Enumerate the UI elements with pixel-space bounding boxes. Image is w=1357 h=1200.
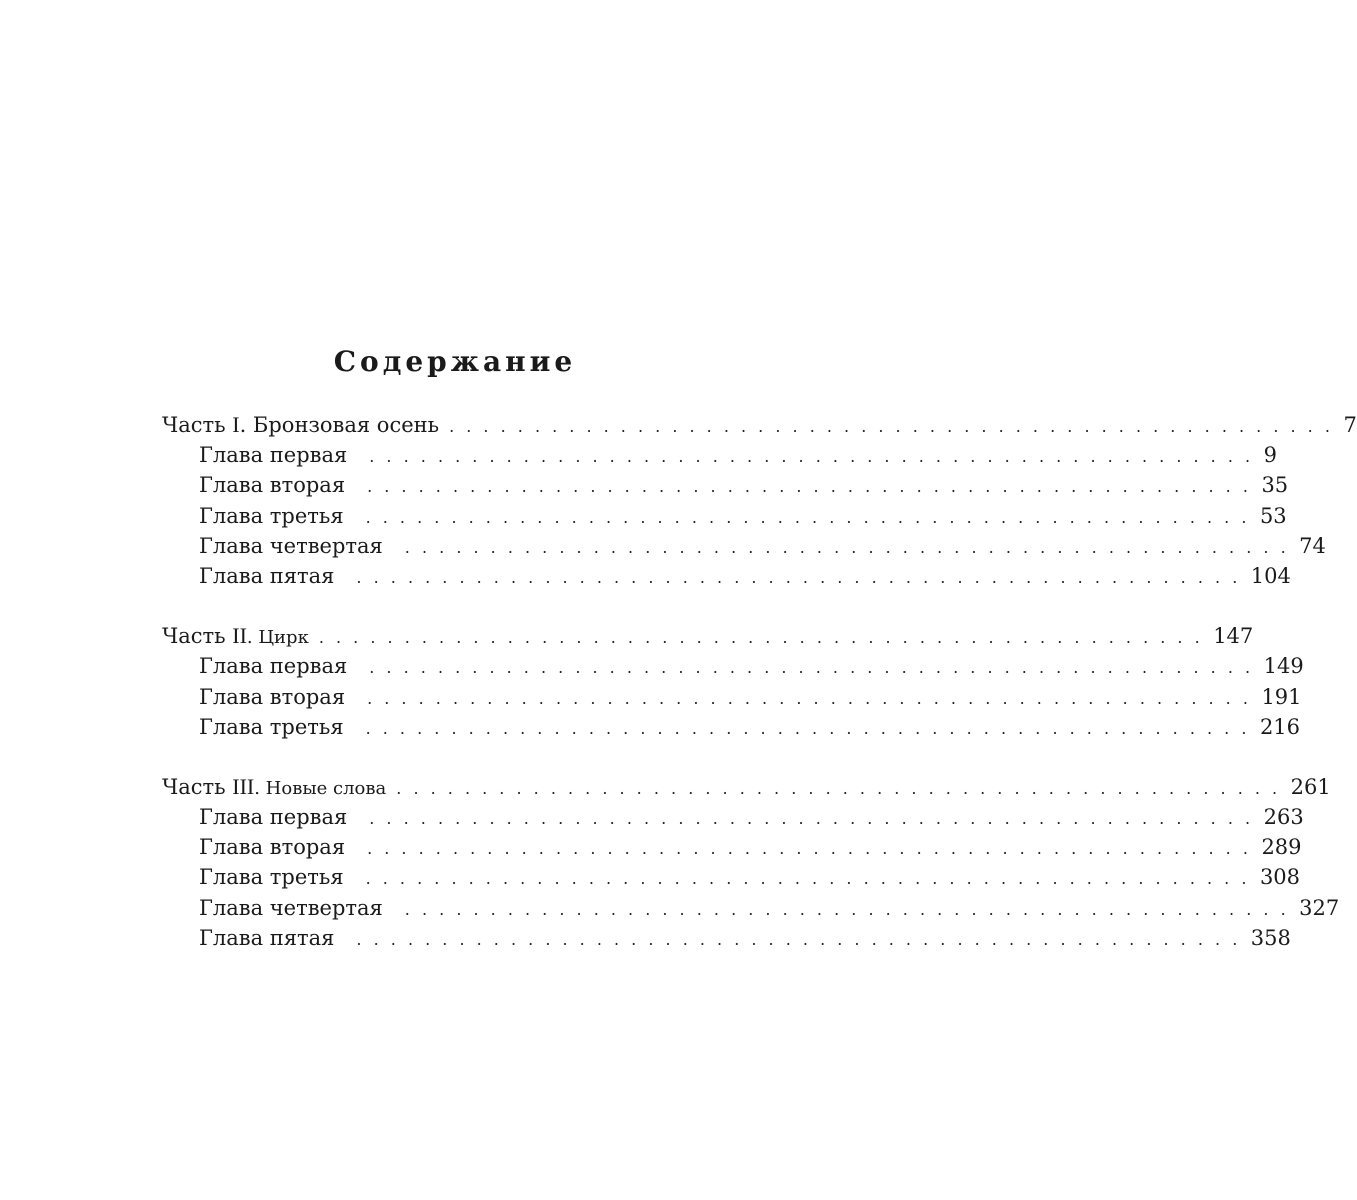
toc-chapter-entry[interactable] xyxy=(162,802,1304,832)
chapter-title: Глава четвертая xyxy=(199,533,383,558)
toc-chapter-entry[interactable] xyxy=(162,470,1289,500)
chapter-title: Глава четвертая xyxy=(199,895,383,920)
page-number: 358 xyxy=(1250,925,1291,950)
dot-leader: . . . . . . . . . . . . . . . . . . . . . . . . . . . . . . . . . . . . . . . . . . . . . . . . . . . . xyxy=(369,658,1254,678)
chapter-title: Глава первая xyxy=(199,805,348,830)
page-number: 74 xyxy=(1299,533,1326,558)
dot-leader: . . . . . . . . . . . . . . . . . . . . . . . . . . . . . . . . . . . . . . . . . . . . . . . . . . . . xyxy=(365,507,1250,527)
chapter-title: Глава третья xyxy=(199,503,344,528)
dot-leader: . . . . . . . . . . . . . . . . . . . . . . . . . . . . . . . . . . . . . . . . . . . . . . . . . . . . xyxy=(356,929,1241,949)
chapter-title: Глава пятая xyxy=(199,925,335,950)
page-number: 35 xyxy=(1261,473,1289,498)
toc-chapter-entry[interactable] xyxy=(162,682,1302,712)
chapter-title: Глава третья xyxy=(199,865,344,890)
page-number: 104 xyxy=(1250,563,1291,588)
dot-leader: . . . . . . . . . . . . . . . . . . . . . . . . . . . . . . . . . . . . . . . . . . . . . . . . . . . . xyxy=(367,839,1252,859)
chapter-title: Глава вторая xyxy=(199,473,346,498)
dot-leader: . . . . . . . . . . . . . . . . . . . . . . . . . . . . . . . . . . . . . . . . . . . . . . . . . . . . xyxy=(356,567,1241,587)
toc-part-3 xyxy=(162,772,1340,953)
chapter-title: Глава третья xyxy=(199,714,344,739)
dot-leader: . . . . . . . . . . . . . . . . . . . . . . . . . . . . . . . . . . . . . . . . . . . . . . . . . . . . xyxy=(367,688,1252,708)
toc-chapter-entry[interactable] xyxy=(162,440,1277,470)
chapter-title: Глава пятая xyxy=(199,563,335,588)
part-title: Часть III. Новые слова xyxy=(162,773,387,799)
page-number: 191 xyxy=(1261,684,1302,709)
page-number: 261 xyxy=(1290,774,1331,799)
toc-part-entry[interactable] xyxy=(162,772,1331,802)
page-number: 216 xyxy=(1259,714,1301,739)
part-title: Часть I. Бронзовая осень xyxy=(162,412,440,437)
dot-leader: . . . . . . . . . . . . . . . . . . . . . . . . . . . . . . . . . . . . . . . . . . . . . . . . . . . . xyxy=(367,477,1252,497)
page-number: 53 xyxy=(1259,503,1287,528)
part-title: Часть II. Цирк xyxy=(162,623,309,649)
toc-chapter-entry[interactable] xyxy=(162,651,1304,681)
page-number: 327 xyxy=(1299,895,1340,920)
dot-leader: . . . . . . . . . . . . . . . . . . . . . . . . . . . . . . . . . . . . . . . . . . . . . . . . . . . . xyxy=(396,778,1281,798)
toc-part-1 xyxy=(162,410,1357,591)
toc-chapter-entry[interactable] xyxy=(162,923,1291,953)
toc-title: Содержание xyxy=(333,345,577,378)
dot-leader: . . . . . . . . . . . . . . . . . . . . . . . . . . . . . . . . . . . . . . . . . . . . . . . . . . . . xyxy=(365,718,1250,738)
toc-chapter-entry[interactable] xyxy=(162,501,1287,531)
dot-leader: . . . . . . . . . . . . . . . . . . . . . . . . . . . . . . . . . . . . . . . . . . . . . . . . . . . . xyxy=(369,447,1254,467)
toc-chapter-entry[interactable] xyxy=(162,561,1291,591)
chapter-title: Глава первая xyxy=(199,654,348,679)
toc-chapter-entry[interactable] xyxy=(162,712,1301,742)
dot-leader: . . . . . . . . . . . . . . . . . . . . . . . . . . . . . . . . . . . . . . . . . . . . . . . . . . . . xyxy=(369,809,1254,829)
page-number: 149 xyxy=(1263,654,1304,679)
page-number: 289 xyxy=(1261,835,1302,860)
dot-leader: . . . . . . . . . . . . . . . . . . . . . . . . . . . . . . . . . . . . . . . . . . . . . . . . . . . . xyxy=(365,869,1250,889)
chapter-title: Глава вторая xyxy=(199,684,346,709)
page-number: 263 xyxy=(1263,805,1304,830)
page-number: 7 xyxy=(1343,413,1357,437)
page-number: 147 xyxy=(1213,624,1254,649)
toc-chapter-entry[interactable] xyxy=(162,832,1302,862)
chapter-title: Глава первая xyxy=(199,443,348,468)
dot-leader: . . . . . . . . . . . . . . . . . . . . . . . . . . . . . . . . . . . . . . . . . . . . . . . . . . . . xyxy=(404,537,1290,557)
toc-chapter-entry[interactable] xyxy=(162,862,1301,892)
chapter-title: Глава вторая xyxy=(199,835,346,860)
toc-chapter-entry[interactable] xyxy=(162,893,1340,923)
toc-part-entry[interactable] xyxy=(162,410,1357,440)
dot-leader: . . . . . . . . . . . . . . . . . . . . . . . . . . . . . . . . . . . . . . . . . . . . . . . . . . . . xyxy=(404,899,1290,919)
toc-part-entry[interactable] xyxy=(162,621,1254,651)
page-number: 9 xyxy=(1263,443,1277,468)
toc-chapter-entry[interactable] xyxy=(162,531,1326,561)
table-of-contents xyxy=(162,410,1357,983)
dot-leader: . . . . . . . . . . . . . . . . . . . . . . . . . . . . . . . . . . . . . . . . . . . . . . . . . . . . xyxy=(318,628,1204,648)
dot-leader: . . . . . . . . . . . . . . . . . . . . . . . . . . . . . . . . . . . . . . . . . . . . . . . . . . . . xyxy=(449,417,1334,436)
page-number: 308 xyxy=(1259,865,1301,890)
toc-part-2 xyxy=(162,621,1304,742)
